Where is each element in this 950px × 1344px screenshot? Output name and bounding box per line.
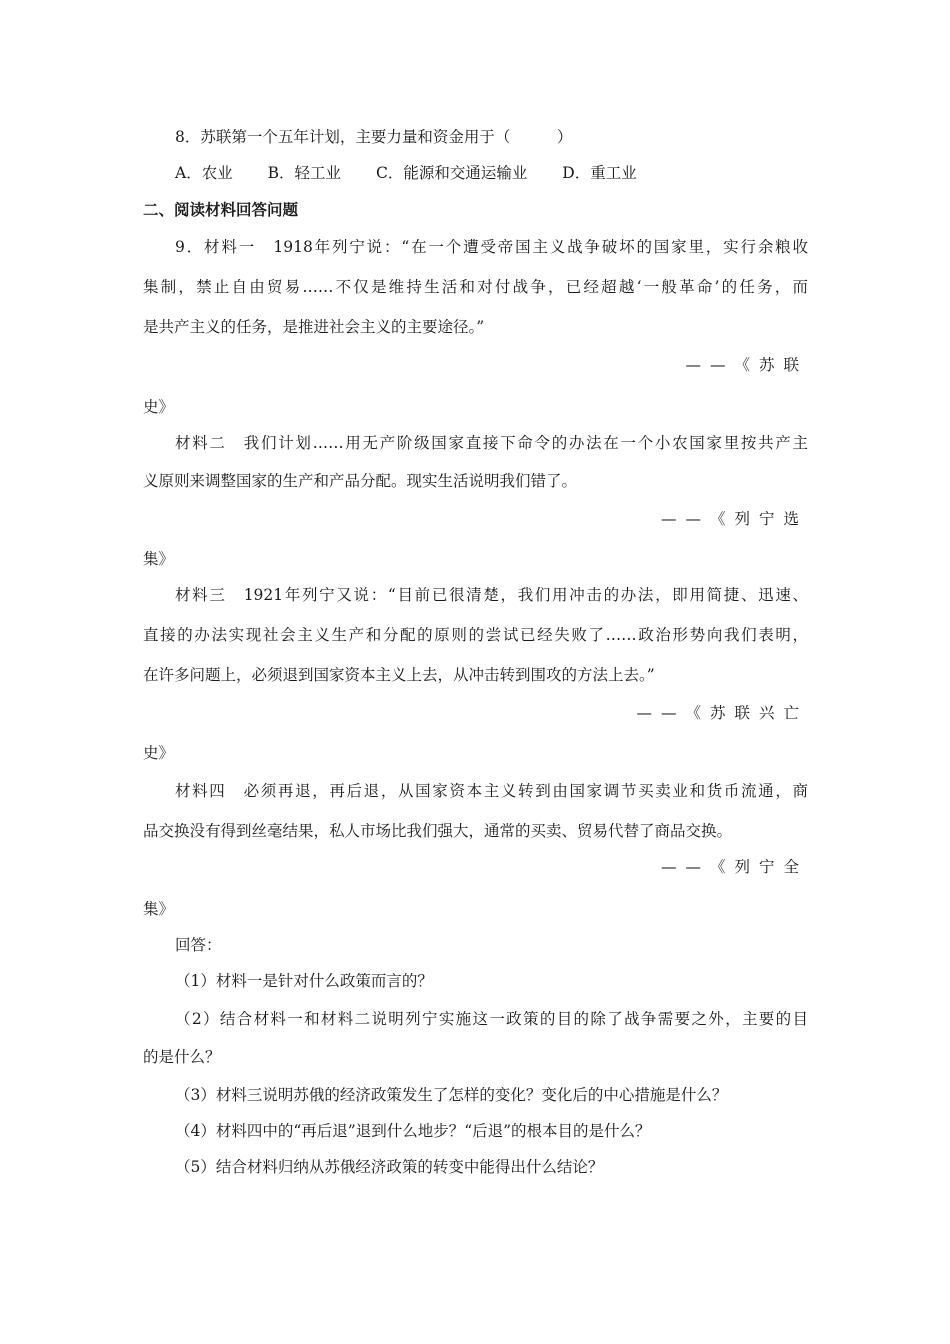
material4-line1: 材料四 必须再退，再后退，从国家资本主义转到由国家调节买卖业和货币流通，商 [175, 782, 808, 800]
material3-line3: 在许多问题上，必须退到国家资本主义上去，从冲击转到围攻的方法上去。” [143, 666, 655, 684]
q8-stem: 8．苏联第一个五年计划，主要力量和资金用于（ ） [175, 128, 573, 146]
material1-line2: 集制，禁止自由贸易……不仅是维持生活和对付战争，已经超越‘一般革命’的任务，而 [143, 278, 808, 296]
material1-line1: 9．材料一 1918年列宁说：“在一个遭受帝国主义战争破坏的国家里，实行余粮收 [175, 238, 808, 256]
material2-source: ——《列宁选 [660, 510, 808, 528]
material3-line2: 直接的办法实现社会主义生产和分配的原则的尝试已经失败了……政治形势向我们表明， [143, 626, 808, 644]
material3-source: ——《苏联兴亡 [636, 704, 808, 722]
subquestion-5: （5）结合材料归纳从苏俄经济政策的转变中能得出什么结论？ [175, 1158, 604, 1176]
subquestion-3: （3）材料三说明苏俄的经济政策发生了怎样的变化？变化后的中心措施是什么？ [175, 1086, 728, 1104]
section-heading: 二、阅读材料回答问题 [143, 200, 299, 219]
subquestion-2-line1: （2）结合材料一和材料二说明列宁实施这一政策的目的除了战争需要之外，主要的目 [175, 1010, 808, 1028]
q8-option-c: C．能源和交通运输业 [375, 164, 528, 182]
q8-option-b: B．轻工业 [267, 164, 342, 182]
material4-source-tail: 集》 [143, 900, 175, 918]
material1-source-tail: 史》 [143, 398, 175, 416]
q8-option-a: A．农业 [175, 164, 233, 182]
q8-option-d: D．重工业 [562, 164, 637, 182]
material2-line2: 义原则来调整国家的生产和产品分配。现实生活说明我们错了。 [143, 472, 578, 490]
material4-source: ——《列宁全 [660, 858, 808, 876]
material1-line3: 是共产主义的任务，是推进社会主义的主要途径。” [143, 318, 485, 336]
material2-source-tail: 集》 [143, 550, 175, 568]
subquestion-4: （4）材料四中的“再后退”退到什么地步？“后退”的根本目的是什么？ [175, 1122, 651, 1140]
material2-line1: 材料二 我们计划……用无产阶级国家直接下命令的办法在一个小农国家里按共产主 [175, 434, 808, 452]
material4-line2: 品交换没有得到丝毫结果，私人市场比我们强大，通常的买卖、贸易代替了商品交换。 [143, 822, 733, 840]
material3-line1: 材料三 1921年列宁又说：“目前已很清楚，我们用冲击的办法，即用简捷、迅速、 [175, 586, 808, 604]
q8-options [175, 162, 808, 184]
subquestion-2-line2: 的是什么？ [143, 1048, 221, 1066]
material3-source-tail: 史》 [143, 744, 175, 762]
material1-source: ——《苏联 [685, 356, 808, 374]
answer-label: 回答： [175, 936, 222, 954]
subquestion-1: （1）材料一是针对什么政策而言的？ [175, 972, 433, 990]
